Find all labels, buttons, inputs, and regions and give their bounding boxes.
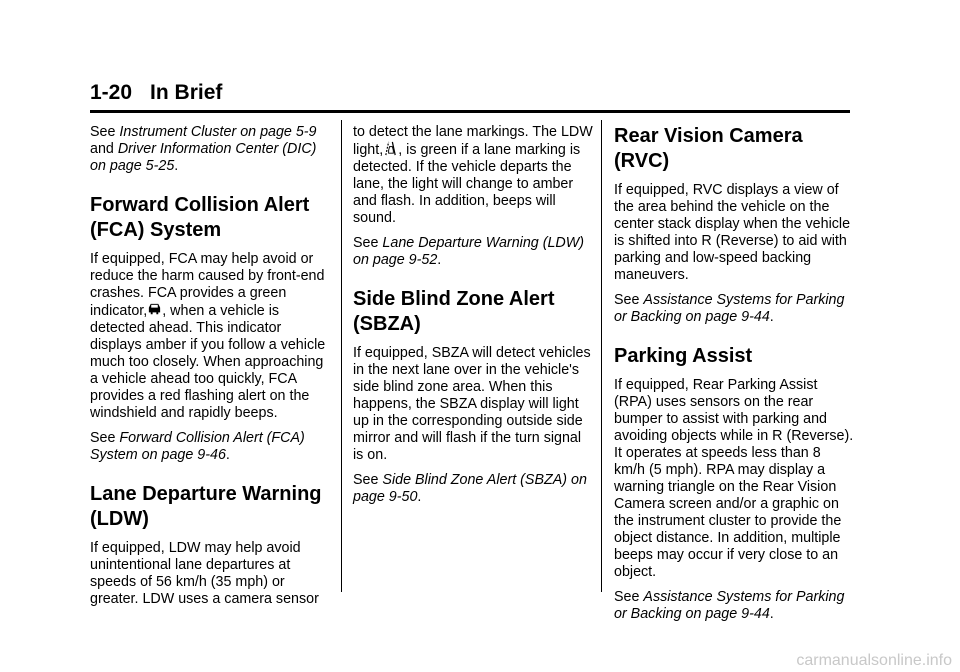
header-text	[90, 80, 850, 106]
ref-fca[interactable]: Forward Collision Alert (FCA) System on page 9-46	[90, 430, 305, 463]
sbza-see-also: See Side Blind Zone Alert (SBZA) on page 9-50.	[353, 472, 587, 505]
heading-parking-assist: Parking Assist	[614, 345, 753, 367]
column-1	[90, 124, 330, 616]
heading-sbza: Side Blind Zone Alert (SBZA)	[353, 288, 555, 335]
heading-rvc: Rear Vision Camera (RVC)	[614, 125, 803, 172]
heading-ldw: Lane Departure Warning (LDW)	[90, 483, 322, 530]
intro-paragraph: See Instrument Cluster on page 5-9 and Driver Information Center (DIC) on page 5-25.	[90, 124, 317, 174]
ldw-see-also: See Lane Departure Warning (LDW) on page 9-52.	[353, 235, 584, 268]
column-divider-1	[341, 120, 342, 592]
rvc-paragraph: If equipped, RVC displays a view of the area behind the vehicle on the center stack display when the vehicle is shifted into R (Reverse) to aid with parking and low-speed backing maneuvers.	[614, 182, 851, 283]
ref-instrument-cluster[interactable]: Instrument Cluster on page 5-9	[119, 124, 317, 140]
ref-sbza[interactable]: Side Blind Zone Alert (SBZA) on page 9-50	[353, 472, 587, 505]
vehicle-ahead-icon	[147, 302, 162, 317]
ldw-paragraph-continued: to detect the lane markings. The LDW light, , is green if a lane marking is detected. If the vehicle departs the lane, the light will change to amber and flash. In addition, beeps will sound.	[353, 124, 593, 226]
page-header	[90, 80, 850, 113]
column-2	[353, 124, 593, 524]
ref-ldw[interactable]: Lane Departure Warning (LDW) on page 9-52	[353, 235, 584, 268]
header-rule	[90, 110, 850, 113]
watermark: carmanualsonline.info	[796, 652, 952, 669]
ldw-paragraph: If equipped, LDW may help avoid unintentional lane departures at speeds of 56 km/h (35 mph) or greater. LDW uses a camera sensor	[90, 540, 319, 607]
section-title: In Brief	[150, 81, 223, 104]
fca-see-also: See Forward Collision Alert (FCA) System on page 9-46.	[90, 430, 305, 463]
ref-dic[interactable]: Driver Information Center (DIC) on page 5-25	[90, 141, 317, 174]
ref-parking-assist[interactable]: Assistance Systems for Parking or Backing on page 9-44	[614, 589, 845, 622]
sbza-paragraph: If equipped, SBZA will detect vehicles in the next lane over in the vehicle's side blind zone area. When this happens, the SBZA display will light up in the corresponding outside side mirror and will flash if the turn signal is on.	[353, 345, 591, 463]
pa-see-also: See Assistance Systems for Parking or Backing on page 9-44.	[614, 589, 845, 622]
column-divider-2	[601, 120, 602, 592]
rvc-see-also: See Assistance Systems for Parking or Backing on page 9-44.	[614, 292, 845, 325]
heading-fca: Forward Collision Alert (FCA) System	[90, 194, 310, 241]
pa-paragraph: If equipped, Rear Parking Assist (RPA) uses sensors on the rear bumper to assist with parking and avoiding objects while in R (Reverse). It operates at speeds less than 8 km/h (5 mph). RPA may display a warning triangle on the Rear Vision Camera screen and/or a graphic on the instrument cluster to provide the object distance. In addition, multiple beeps may occur if very close to an object.	[614, 377, 854, 580]
column-3	[614, 124, 854, 641]
ref-rvc[interactable]: Assistance Systems for Parking or Backing on page 9-44	[614, 292, 845, 325]
page-number: 1-20	[90, 81, 133, 104]
fca-paragraph: If equipped, FCA may help avoid or reduce the harm caused by front-end crashes. FCA provides a green indicator, , when a vehicle is detected ahead. This indicator displays amber if you follow a vehicle much too closely. When approaching a vehicle ahead too quickly, FCA provides a red flashing alert on the windshield and rapidly beeps.	[90, 251, 326, 421]
lane-departure-icon	[383, 141, 398, 156]
